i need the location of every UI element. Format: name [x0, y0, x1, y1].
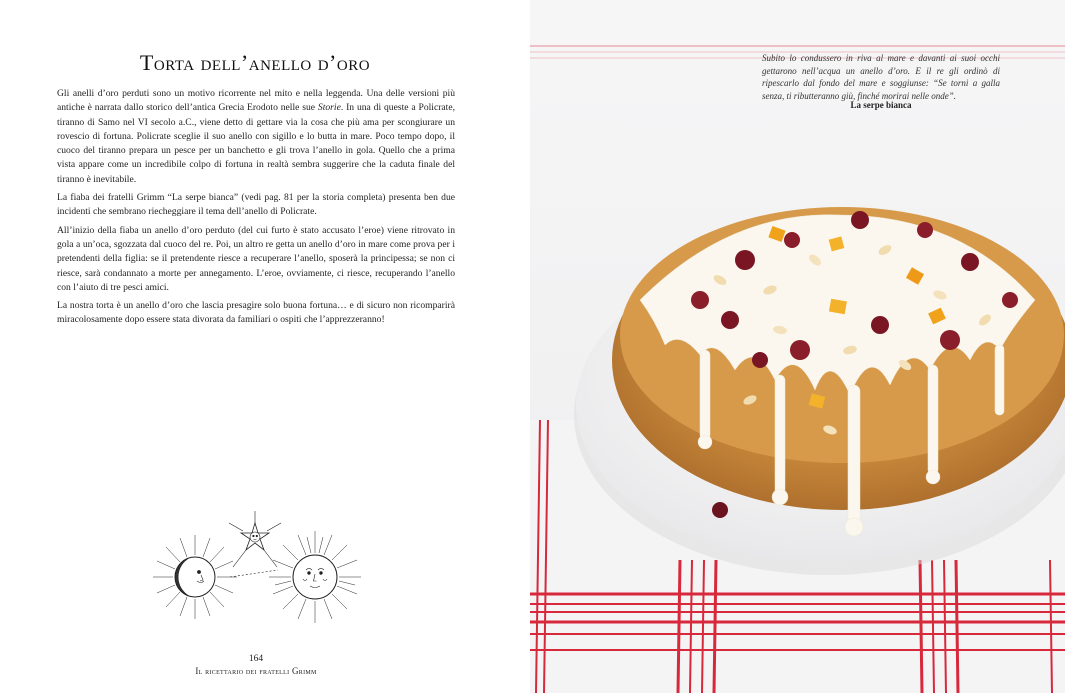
epigraph-source: La serpe bianca — [850, 100, 912, 110]
book-title-emphasis: Storie — [317, 102, 341, 114]
article-body — [57, 87, 455, 332]
paragraph-1-end: . In una di queste a Policrate, tiranno di Samo nel VI secolo a.C., viene detto di gettare via la cosa che più ama per scongiurare un rovescio di fortuna. Policrate sceglie il suo anello con sigillo e lo butta in mare. Poco tempo dopo, il cuoco del tiranno prepara un pesce per un banchetto e gli trova l’anello in gola. Quello che a prima vista appare come un incredibile colpo di fortuna in realtà sembra suggerire che la caduta finale del tiranno è inevitabile. — [57, 102, 456, 185]
epigraph-quote: Subito lo condussero in riva al mare e davanti ai suoi occhi gettarono nell’acqua un anello d’oro. E il re gli ordinò di ripescarlo dal fondo del mare e soggiunse: “Se torni a galla senza, ti ributteranno giù, finché morirai nelle onde”. — [762, 53, 1000, 101]
paragraph-3: All’inizio della fiaba un anello d’oro perduto (del cui furto è stato accusato l’eroe) viene ritrovato in gola a un’oca, sgozzata dal cuoco del re. Poi, un altro re getta un anello d’oro in mare come prova per i pretendenti della figlia: se il pretendente riesce a recuperare l’anello, sposerà la principessa; se non ci riesce, sarà condannato a morte per annegamento. L’eroe, ovviamente, ci riesce, recuperando l’anello con l’aiuto di tre pesci amici. — [57, 224, 455, 293]
page-number: 164 — [248, 654, 264, 664]
paragraph-1-start: Gli anelli d’oro perduti sono un motivo ricorrente nel mito e nella leggenda. Una delle versioni più antiche è narrata dallo storico dell’antica Grecia Erodoto nelle sue — [57, 88, 455, 114]
page-title: Torta dell’anello d’oro — [139, 50, 371, 75]
right-page — [530, 0, 1065, 693]
paragraph-2: La fiaba dei fratelli Grimm “La serpe bianca” (vedi pag. 81 per la storia completa) presenta ben due incidenti che sembrano riecheggiare il tema dell’anello di Policrate. — [57, 192, 455, 218]
paragraph-4: La nostra torta è un anello d’oro che lascia presagire solo buona fortuna… e di sicuro non ricomparirà miracolosamente dopo essere stata divorata da familiari o ospiti che l’apprezzeranno! — [57, 300, 455, 326]
sun-and-moon-engraving-icon — [150, 505, 370, 640]
paragraph-1 — [57, 87, 455, 187]
left-page — [0, 0, 530, 693]
running-footer: Il ricettario dei fratelli Grimm — [195, 666, 317, 676]
